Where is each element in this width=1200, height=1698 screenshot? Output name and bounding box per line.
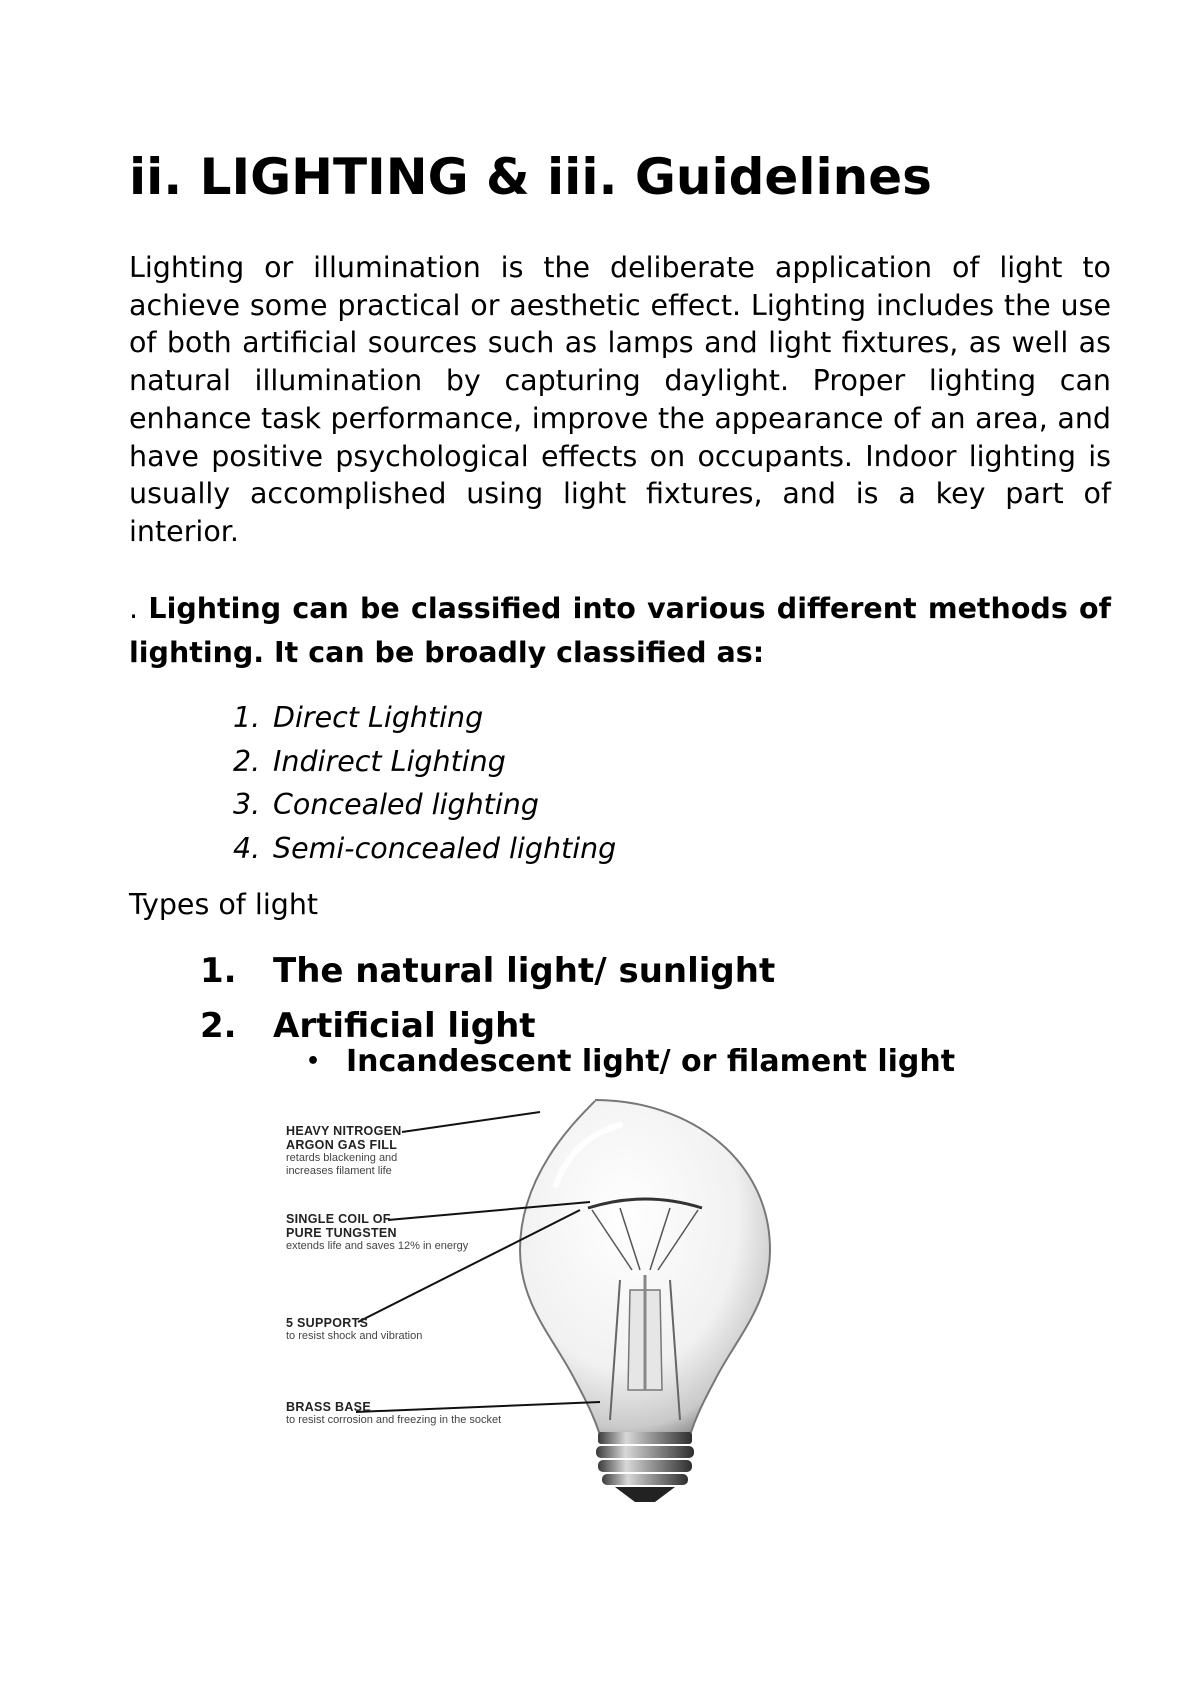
list-item-number: 2.	[200, 1006, 237, 1046]
list-item-number: 3.	[233, 788, 261, 821]
callout-gas-fill	[286, 1124, 402, 1178]
intro-paragraph: Lighting or illumination is the deliberate application of light to achieve some practical or aesthetic effect. Lighting includes the use of both artificial sources such as lamps and light fixtures, as well as natural illumination by capturing daylight. Proper lighting can enhance task performance, improve the appearance of an area, and have positive psychological effects on occupants. Indoor lighting is usually accomplished using light fixtures, and is a key part of interior.	[129, 251, 1111, 548]
list-item	[233, 696, 616, 740]
list-item-label: Semi-concealed lighting	[273, 831, 617, 865]
light-bulb-figure	[270, 1090, 850, 1510]
callout-heading: 5 SUPPORTS	[286, 1316, 369, 1330]
callout-description: extends life and saves 12% in energy	[286, 1240, 469, 1252]
list-item-number: 4.	[233, 831, 261, 865]
callout-brass-base	[286, 1400, 501, 1427]
list-item-label: Indirect Lighting	[273, 744, 506, 778]
subitem-label: Incandescent light/ or filament light	[346, 1044, 956, 1079]
list-item	[233, 827, 616, 871]
types-heading: Types of light	[129, 888, 319, 921]
callout-heading: HEAVY NITROGEN	[286, 1124, 402, 1138]
light-types-list	[200, 944, 775, 1054]
callout-heading: BRASS BASE	[286, 1400, 371, 1414]
bullet-icon: •	[306, 1049, 321, 1074]
callout-description: to resist shock and vibration	[286, 1330, 423, 1342]
list-item	[200, 944, 775, 999]
list-item-label: The natural light/ sunlight	[273, 951, 776, 991]
classification-prefix: .	[129, 592, 149, 625]
list-item-label: Artificial light	[273, 1006, 536, 1046]
callout-description: retards blackening and	[286, 1152, 398, 1164]
callout-supports	[286, 1316, 422, 1343]
callout-description: to resist corrosion and freezing in the socket	[286, 1414, 502, 1426]
list-item-number: 2.	[233, 744, 261, 778]
list-item-number: 1.	[200, 951, 237, 991]
callout-description: increases filament life	[286, 1165, 392, 1177]
callout-heading: PURE TUNGSTEN	[286, 1226, 397, 1240]
lighting-methods-list	[233, 696, 616, 870]
callout-heading: ARGON GAS FILL	[286, 1138, 398, 1152]
list-item	[233, 740, 616, 784]
callout-heading: SINGLE COIL OF	[286, 1212, 391, 1226]
list-item-number: 1.	[233, 701, 261, 734]
classification-paragraph	[129, 587, 1111, 675]
list-item-label: Direct Lighting	[273, 701, 484, 734]
callout-tungsten	[286, 1212, 468, 1253]
page-title: ii. LIGHTING & iii. Guidelines	[129, 148, 932, 206]
classification-text: Lighting can be classified into various different methods of lighting. It can be broadly classified as:	[129, 592, 1111, 669]
list-item	[233, 783, 616, 827]
list-item-label: Concealed lighting	[273, 788, 539, 821]
artificial-subitem	[306, 1044, 955, 1079]
